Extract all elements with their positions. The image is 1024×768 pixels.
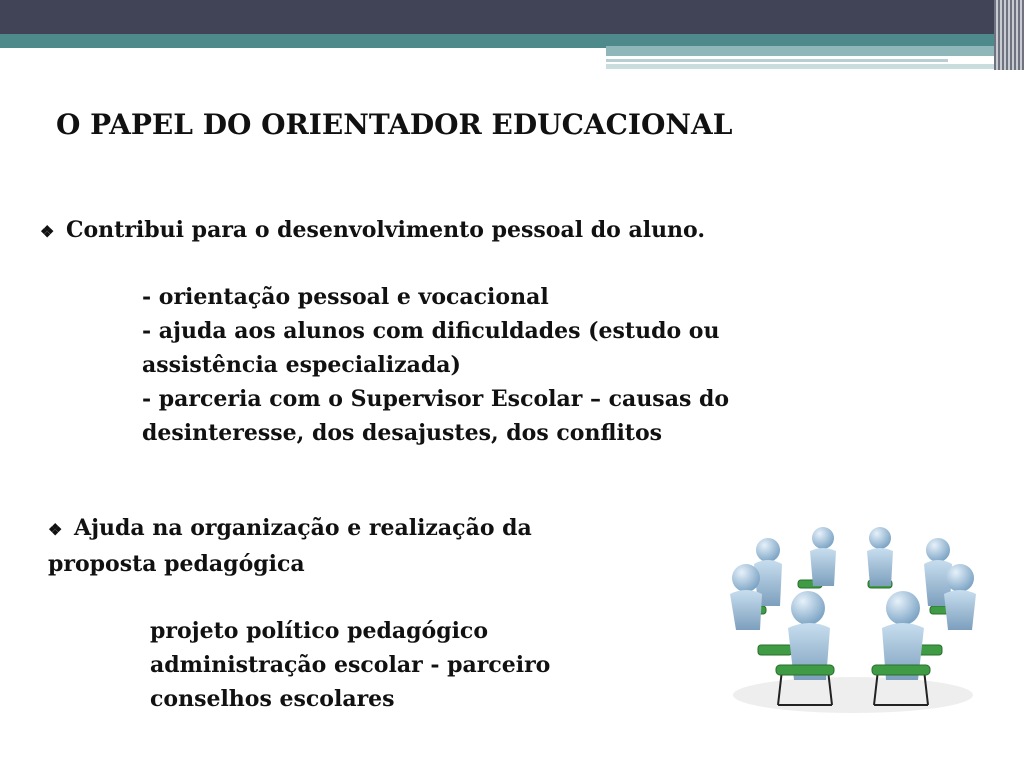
bullet-text: Ajuda na organização e realização da xyxy=(74,515,532,541)
sub-list-line: projeto político pedagógico xyxy=(150,618,489,644)
bullet-diamond-icon: ❖ xyxy=(40,222,55,241)
bullet-item xyxy=(40,213,705,249)
sub-list xyxy=(142,280,729,450)
bullet-text: proposta pedagógica xyxy=(48,551,305,577)
slide-title: O PAPEL DO ORIENTADOR EDUCACIONAL xyxy=(56,108,733,141)
header-line xyxy=(606,64,996,69)
header-stripes xyxy=(994,0,1024,70)
header-teal-accent xyxy=(606,46,996,56)
header-dark-bar xyxy=(0,0,1024,34)
sub-list xyxy=(150,614,550,716)
bullet-item xyxy=(48,511,532,581)
sub-list-line: - parceria com o Supervisor Escolar – causas do xyxy=(142,386,730,412)
people-circle-meeting-icon xyxy=(718,520,988,720)
header-line xyxy=(606,59,948,62)
sub-list-line: assistência especializada) xyxy=(142,352,461,378)
sub-list-line: - ajuda aos alunos com dificuldades (estudo ou xyxy=(142,318,720,344)
bullet-diamond-icon: ❖ xyxy=(48,520,63,539)
bullet-text: Contribui para o desenvolvimento pessoal do aluno. xyxy=(66,217,705,243)
sub-list-line: desinteresse, dos desajustes, dos conflitos xyxy=(142,420,663,446)
sub-list-line: conselhos escolares xyxy=(150,686,395,712)
sub-list-line: - orientação pessoal e vocacional xyxy=(142,284,549,310)
sub-list-line: administração escolar - parceiro xyxy=(150,652,551,678)
